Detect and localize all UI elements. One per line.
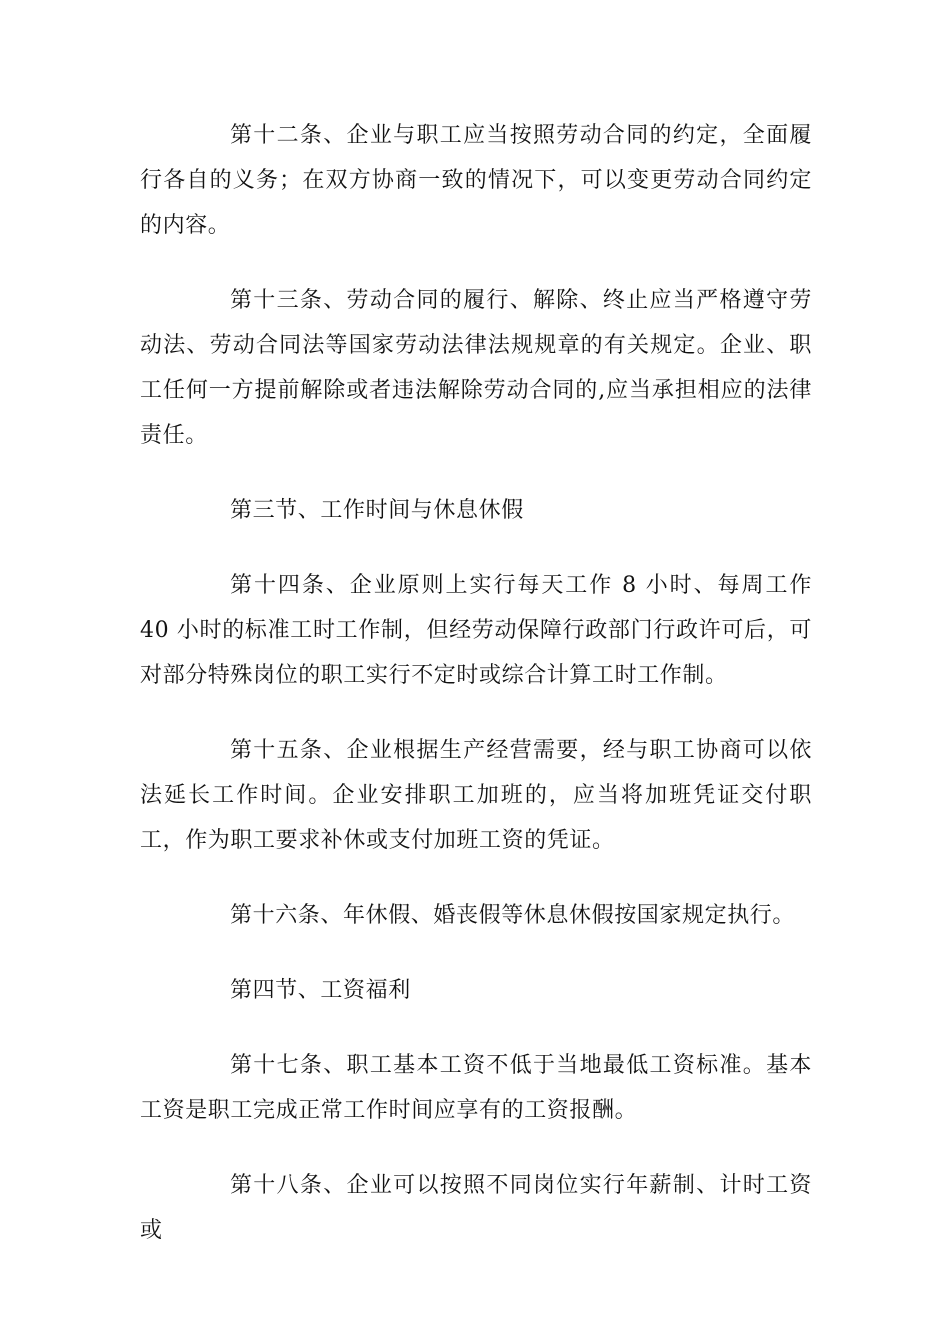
article-17: 第十七条、职工基本工资不低于当地最低工资标准。基本工资是职工完成正常工作时间应享有的工资报酬。 xyxy=(140,1053,812,1123)
article-18: 第十八条、企业可以按照不同岗位实行年薪制、计时工资或 xyxy=(140,1173,812,1243)
article-16: 第十六条、年休假、婚丧假等休息休假按国家规定执行。 xyxy=(230,903,796,928)
section-3-heading: 第三节、工作时间与休息休假 xyxy=(230,498,524,523)
section-4-heading: 第四节、工资福利 xyxy=(230,978,411,1003)
article-13: 第十三条、劳动合同的履行、解除、终止应当严格遵守劳动法、劳动合同法等国家劳动法律法规规章的有关规定。企业、职工任何一方提前解除或者违法解除劳动合同的,应当承担相应的法律责任。 xyxy=(140,288,812,448)
article-14: 第十四条、企业原则上实行每天工作 8 小时、每周工作 40 小时的标准工时工作制，但经劳动保障行政部门行政许可后，可对部分特殊岗位的职工实行不定时或综合计算工时工作制。 xyxy=(140,573,812,688)
article-15: 第十五条、企业根据生产经营需要，经与职工协商可以依法延长工作时间。企业安排职工加班的，应当将加班凭证交付职工，作为职工要求补休或支付加班工资的凭证。 xyxy=(140,738,812,853)
article-12: 第十二条、企业与职工应当按照劳动合同的约定，全面履行各自的义务；在双方协商一致的情况下，可以变更劳动合同约定的内容。 xyxy=(140,123,812,238)
document-body xyxy=(140,113,812,1283)
